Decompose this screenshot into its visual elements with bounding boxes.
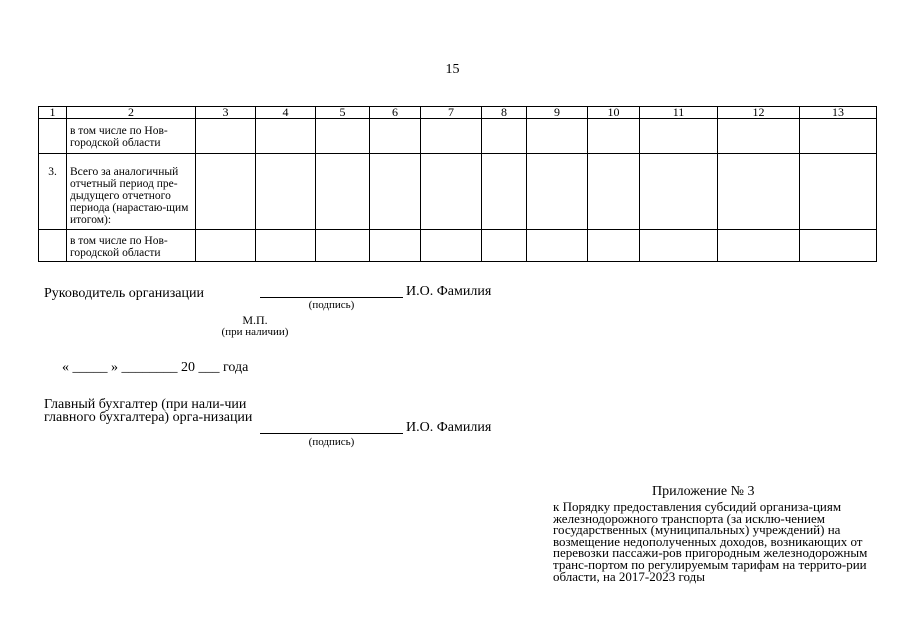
column-header: 6 bbox=[370, 107, 421, 119]
table-row bbox=[39, 154, 877, 230]
column-header: 4 bbox=[256, 107, 316, 119]
head-label: Руководитель организации bbox=[44, 286, 204, 301]
row-number: 3. bbox=[39, 154, 67, 230]
table-row bbox=[39, 230, 877, 262]
appendix-title: Приложение № 3 bbox=[652, 484, 755, 499]
row-label: Всего за аналогичный отчетный период пре-дыдущего отчетного периода (нарастаю-щим итогом): bbox=[67, 154, 196, 230]
column-header: 11 bbox=[640, 107, 718, 119]
column-header: 9 bbox=[527, 107, 588, 119]
table-row bbox=[39, 119, 877, 154]
column-header: 3 bbox=[196, 107, 256, 119]
page-number: 15 bbox=[445, 62, 460, 77]
column-header: 12 bbox=[718, 107, 800, 119]
accountant-name: И.О. Фамилия bbox=[406, 420, 492, 435]
row-number bbox=[39, 119, 67, 154]
head-name: И.О. Фамилия bbox=[406, 284, 492, 299]
row-number bbox=[39, 230, 67, 262]
column-header: 10 bbox=[588, 107, 640, 119]
row-label: в том числе по Нов-городской области bbox=[67, 119, 196, 154]
column-header: 13 bbox=[800, 107, 877, 119]
report-table bbox=[38, 106, 877, 262]
appendix-text: к Порядку предоставления субсидий организа-циям железнодорожного транспорта (за исклю-чением государственных (муниципальных) учреждений) на возмещение недополученных доходов, возникающих от перевозки пассажи-ров пригородным железнодорожным транс-портом по регулируемым тарифам на террито-рии области, на 2017-2023 годы bbox=[553, 499, 868, 584]
column-header: 8 bbox=[482, 107, 527, 119]
column-header: 1 bbox=[39, 107, 67, 119]
head-signature-line bbox=[260, 297, 403, 298]
column-header: 7 bbox=[421, 107, 482, 119]
column-header: 2 bbox=[67, 107, 196, 119]
stamp-label: М.П. bbox=[242, 313, 268, 327]
stamp-caption: (при наличии) bbox=[221, 326, 289, 338]
row-label: в том числе по Нов-городской области bbox=[67, 230, 196, 262]
date-line: « _____ » ________ 20 ___ года bbox=[62, 360, 249, 375]
head-signature-caption: (подпись) bbox=[308, 299, 355, 311]
accountant-signature-caption: (подпись) bbox=[308, 436, 355, 448]
column-header: 5 bbox=[316, 107, 370, 119]
table-header-row bbox=[39, 107, 877, 119]
accountant-signature-line bbox=[260, 433, 403, 434]
accountant-label: Главный бухгалтер (при нали-чии главного бухгалтера) орга-низации bbox=[44, 397, 253, 425]
